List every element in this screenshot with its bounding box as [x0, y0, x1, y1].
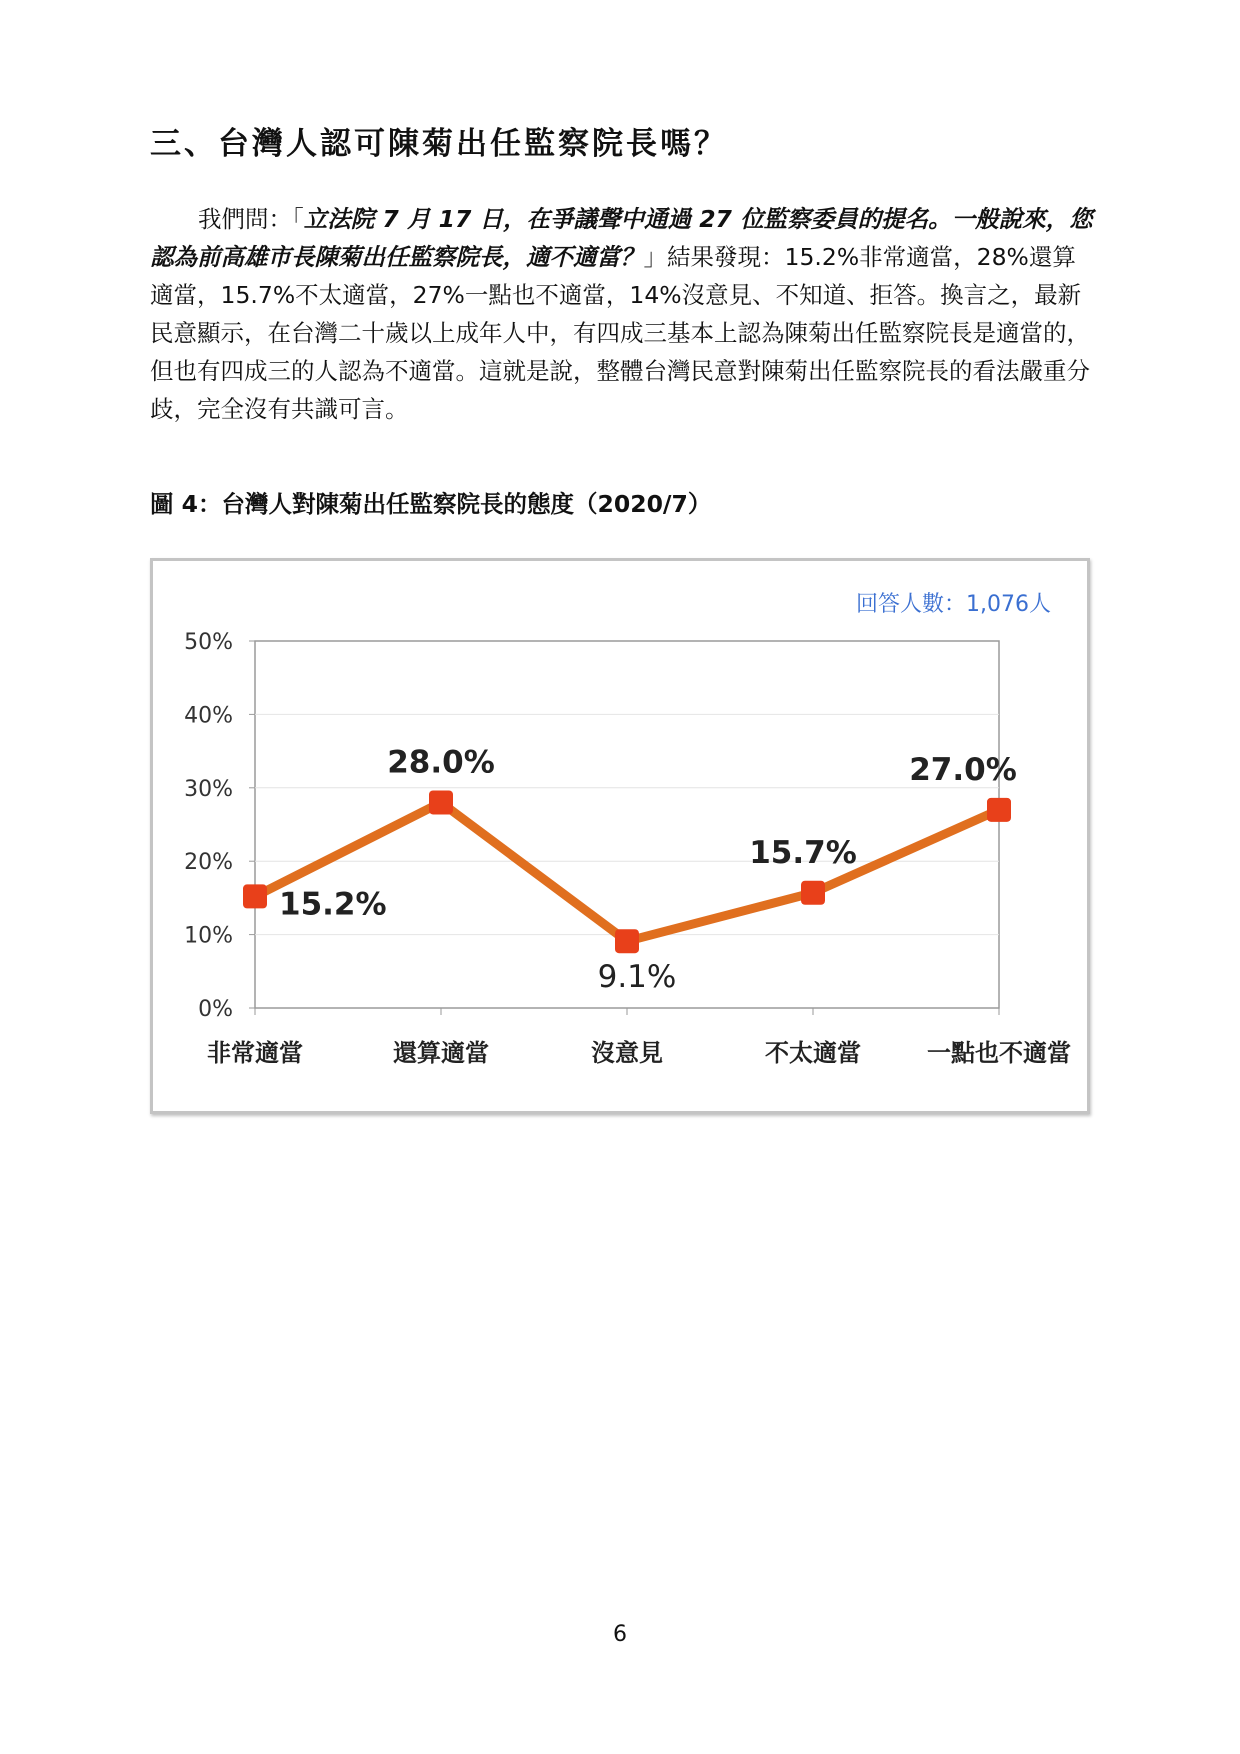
paragraph-findings: 」結果發現：15.2%非常適當，28%還算適當，15.7%不太適當，27%一點也不適當，14%沒意見、不知道、拒答。換言之，最新民意顯示，在台灣二十歲以上成年人中，有四成三基本上認為陳菊出任監察院長是適當的，但也有四成三的人認為不適當。這就是說，整體台灣民意對陳菊出任監察院長的看法嚴重分歧，完全沒有共識可言。 — [150, 243, 1090, 423]
paragraph-lead: 我們問：「 — [198, 205, 304, 233]
y-tick-label: 10% — [184, 923, 233, 949]
line-chart — [153, 561, 1087, 1111]
y-tick-label: 30% — [184, 776, 233, 802]
data-label: 15.7% — [749, 834, 857, 871]
x-tick-label: 不太適當 — [765, 1039, 861, 1067]
y-tick-label: 40% — [184, 703, 233, 729]
section-heading: 三、台灣人認可陳菊出任監察院長嗎？ — [150, 126, 728, 162]
figure-caption: 圖 4：台灣人對陳菊出任監察院長的態度（2020/7） — [150, 490, 712, 518]
x-tick-label: 還算適當 — [393, 1039, 489, 1067]
respondent-count: 回答人數：1,076人 — [856, 592, 1051, 617]
y-tick-label: 0% — [198, 997, 233, 1022]
survey-question: 立法院 7 月 17 日，在爭議聲中通過 27 位監察委員的提名。一般說來，您認為前高雄市長陳菊出任監察院長，適不適當？ — [150, 205, 1093, 271]
data-label: 15.2% — [279, 886, 387, 923]
data-point — [429, 790, 453, 814]
data-label: 9.1% — [597, 959, 677, 996]
body-paragraph — [150, 200, 1098, 428]
data-point — [243, 884, 267, 908]
data-point — [987, 798, 1011, 822]
chart-frame — [150, 558, 1090, 1114]
y-tick-label: 20% — [184, 850, 233, 876]
x-tick-label: 沒意見 — [591, 1039, 663, 1067]
data-label: 28.0% — [387, 744, 495, 781]
page-number: 6 — [613, 1622, 627, 1647]
data-label: 27.0% — [909, 751, 1017, 788]
y-tick-label: 50% — [184, 630, 233, 655]
x-tick-label: 一點也不適當 — [927, 1039, 1071, 1067]
data-point — [801, 881, 825, 905]
data-point — [615, 929, 639, 953]
x-tick-label: 非常適當 — [207, 1039, 303, 1067]
